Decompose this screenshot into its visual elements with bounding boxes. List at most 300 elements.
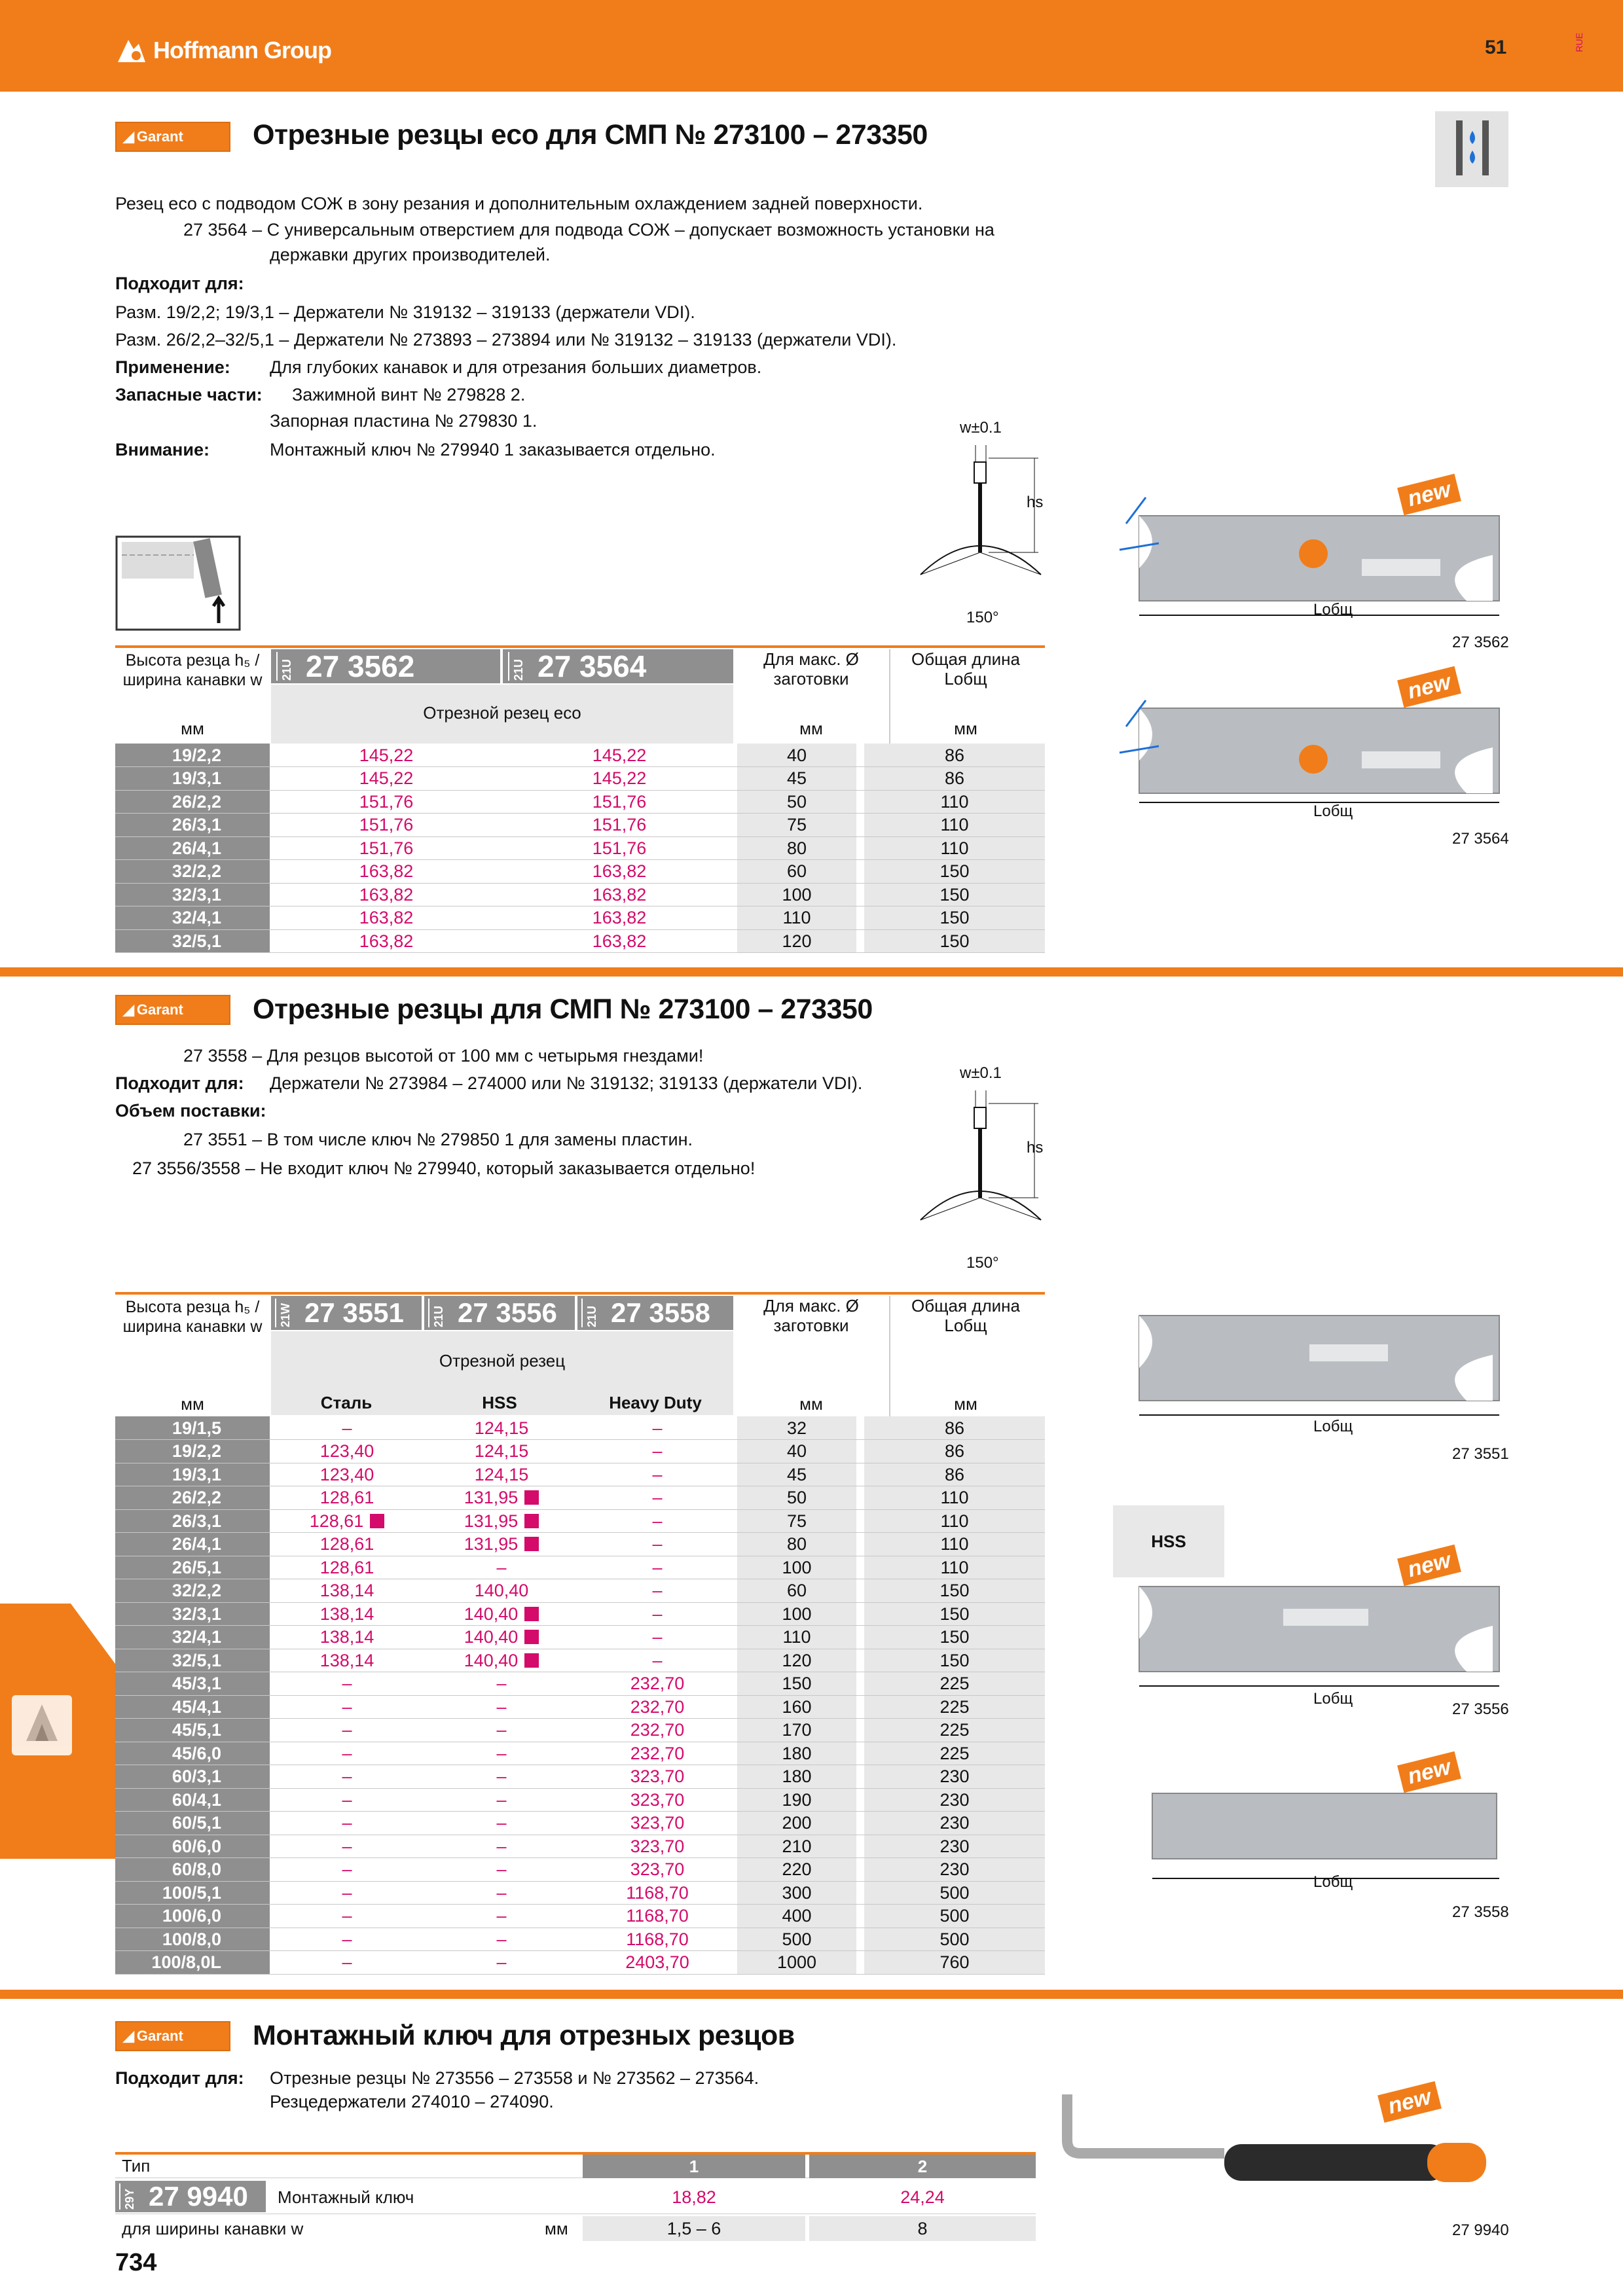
s2-caption-273556: 27 3556 bbox=[1452, 1700, 1509, 1718]
page-number-top: 51 bbox=[1485, 37, 1507, 58]
price-cell: – bbox=[579, 1486, 736, 1510]
spacer-cell bbox=[856, 1602, 864, 1626]
length-cell: 110 bbox=[864, 1533, 1045, 1556]
length-cell: 150 bbox=[864, 1579, 1045, 1603]
s1-th-diameter-mm: мм bbox=[799, 719, 823, 738]
diameter-cell: 110 bbox=[737, 906, 856, 930]
price-cell: 232,70 bbox=[579, 1672, 736, 1696]
price-cell: 163,82 bbox=[270, 860, 503, 884]
price-cell: – bbox=[579, 1602, 736, 1626]
length-cell: 150 bbox=[864, 1649, 1045, 1672]
s2-th-type: Отрезной резец bbox=[439, 1351, 566, 1371]
length-cell: 110 bbox=[864, 1486, 1045, 1510]
table-row bbox=[115, 1626, 1045, 1649]
s2-product-image-273551 bbox=[1113, 1302, 1512, 1440]
new-item-marker bbox=[370, 1514, 384, 1528]
table-row bbox=[115, 1463, 1045, 1486]
spacer-cell bbox=[856, 929, 864, 953]
s3-new-badge: new bbox=[1377, 2081, 1442, 2123]
s3-item-name: Монтажный ключ bbox=[278, 2187, 414, 2207]
section-separator-2 bbox=[0, 1990, 1623, 1999]
size-cell: 60/8,0 bbox=[115, 1858, 270, 1882]
s1-th-diameter: Для макс. Ø заготовки bbox=[763, 649, 859, 689]
length-cell: 225 bbox=[864, 1742, 1045, 1765]
price-cell: – bbox=[270, 1928, 424, 1951]
table-row bbox=[115, 1416, 1045, 1440]
size-cell: 32/2,2 bbox=[115, 860, 270, 884]
price-cell: 163,82 bbox=[503, 883, 736, 906]
new-item-marker bbox=[524, 1537, 539, 1551]
s2-th-hss: HSS bbox=[482, 1393, 517, 1412]
s1-table-topline bbox=[115, 645, 1045, 648]
length-cell: 230 bbox=[864, 1812, 1045, 1835]
table-row bbox=[115, 1928, 1045, 1951]
s1-use-text: Для глубоких канавок и для отрезания больших диаметров. bbox=[270, 357, 762, 377]
diameter-cell: 220 bbox=[737, 1858, 856, 1882]
diameter-cell: 210 bbox=[737, 1835, 856, 1858]
diameter-cell: 400 bbox=[737, 1905, 856, 1928]
table-row bbox=[115, 767, 1045, 791]
price-cell: 138,14 bbox=[270, 1649, 424, 1672]
s1-th-length-mm: мм bbox=[954, 719, 977, 738]
price-cell: – bbox=[270, 1742, 424, 1765]
length-cell: 150 bbox=[864, 860, 1045, 884]
price-cell: – bbox=[424, 1835, 579, 1858]
hoffmann-mark-icon bbox=[117, 37, 147, 63]
diameter-cell: 200 bbox=[737, 1812, 856, 1835]
table-row bbox=[115, 790, 1045, 814]
price-cell: – bbox=[424, 1556, 579, 1579]
size-cell: 32/3,1 bbox=[115, 883, 270, 906]
diameter-cell: 60 bbox=[737, 860, 856, 884]
s2-lobsh-1: Lобщ bbox=[1313, 1418, 1353, 1435]
table-row bbox=[115, 1881, 1045, 1905]
price-cell: 151,76 bbox=[503, 836, 736, 860]
spacer-cell bbox=[856, 767, 864, 791]
price-cell: 131,95 bbox=[424, 1509, 579, 1533]
price-cell: 123,40 bbox=[270, 1440, 424, 1463]
new-item-marker bbox=[524, 1514, 539, 1528]
price-cell: 138,14 bbox=[270, 1602, 424, 1626]
size-cell: 45/4,1 bbox=[115, 1695, 270, 1719]
page-number-bottom: 734 bbox=[115, 2249, 157, 2276]
s2-th-size-mm: мм bbox=[181, 1394, 204, 1414]
price-cell: – bbox=[270, 1905, 424, 1928]
table-row bbox=[115, 1602, 1045, 1626]
diameter-cell: 100 bbox=[737, 1602, 856, 1626]
length-cell: 760 bbox=[864, 1951, 1045, 1975]
s1-lobsh-1: Lобщ bbox=[1313, 601, 1353, 619]
price-cell: – bbox=[424, 1742, 579, 1765]
s1-fits-1: Разм. 19/2,2; 19/3,1 – Держатели № 319132 – 319133 (держатели VDI). bbox=[115, 302, 695, 322]
s2-th-length: Общая длина Lобщ bbox=[911, 1296, 1020, 1335]
s3-type-row bbox=[115, 2155, 1036, 2178]
diameter-cell: 150 bbox=[737, 1672, 856, 1696]
diameter-cell: 170 bbox=[737, 1719, 856, 1742]
price-cell: – bbox=[424, 1881, 579, 1905]
diameter-cell: 75 bbox=[737, 1509, 856, 1533]
spacer-cell bbox=[856, 1951, 864, 1975]
price-cell: 163,82 bbox=[270, 929, 503, 953]
price-cell: 145,22 bbox=[270, 744, 503, 767]
s1-article-273562: 21U 27 3562 bbox=[271, 649, 500, 683]
s2-article-273558: 21U 27 3558 bbox=[577, 1296, 733, 1330]
s2-caption-273558: 27 3558 bbox=[1452, 1903, 1509, 1921]
diameter-cell: 100 bbox=[737, 1556, 856, 1579]
price-cell: – bbox=[270, 1719, 424, 1742]
s3-fits-1: Отрезные резцы № 273556 – 273558 и № 273562 – 273564. bbox=[270, 2068, 759, 2088]
table-row bbox=[115, 1440, 1045, 1463]
diameter-cell: 80 bbox=[737, 1533, 856, 1556]
table-row bbox=[115, 1788, 1045, 1812]
price-cell: – bbox=[424, 1672, 579, 1696]
price-cell: 124,15 bbox=[424, 1463, 579, 1486]
price-cell: 151,76 bbox=[270, 836, 503, 860]
size-cell: 100/8,0 bbox=[115, 1928, 270, 1951]
price-cell: 163,82 bbox=[503, 860, 736, 884]
section-separator-1 bbox=[0, 967, 1623, 977]
length-cell: 150 bbox=[864, 1602, 1045, 1626]
s1-attention-text: Монтажный ключ № 279940 1 заказывается отдельно. bbox=[270, 440, 716, 459]
price-cell: – bbox=[424, 1695, 579, 1719]
s2-product-image-273556 bbox=[1113, 1571, 1512, 1702]
table-row bbox=[115, 1858, 1045, 1882]
table-row bbox=[115, 1672, 1045, 1696]
length-cell: 230 bbox=[864, 1835, 1045, 1858]
s3-fits-label: Подходит для: bbox=[115, 2068, 244, 2088]
spacer-cell bbox=[856, 1719, 864, 1742]
price-cell: 151,76 bbox=[270, 814, 503, 837]
s2-th-length-mm: мм bbox=[954, 1394, 977, 1414]
s2-price-table bbox=[115, 1416, 1045, 1975]
section2-title: Отрезные резцы для СМП № 273100 – 273350 bbox=[253, 994, 873, 1025]
s1-price-table bbox=[115, 744, 1045, 953]
price-cell: 145,22 bbox=[270, 767, 503, 791]
tool-profile-drawing bbox=[115, 535, 241, 631]
s2-fits-text: Держатели № 273984 – 274000 или № 319132; 319133 (держатели VDI). bbox=[270, 1073, 863, 1093]
s2-diagram-angle-label: 150° bbox=[966, 1254, 999, 1272]
length-cell: 86 bbox=[864, 744, 1045, 767]
spacer-cell bbox=[856, 1649, 864, 1672]
s2-th-diameter: Для макс. Ø заготовки bbox=[763, 1296, 859, 1335]
s1-th-length: Общая длина Lобщ bbox=[911, 649, 1020, 689]
diameter-cell: 50 bbox=[737, 790, 856, 814]
size-cell: 26/5,1 bbox=[115, 1556, 270, 1579]
size-cell: 19/3,1 bbox=[115, 767, 270, 791]
price-cell: 232,70 bbox=[579, 1695, 736, 1719]
price-cell: 140,40 bbox=[424, 1626, 579, 1649]
s2-delivery-1: 27 3551 – В том числе ключ № 279850 1 для замены пластин. bbox=[183, 1130, 693, 1149]
table-row bbox=[115, 1695, 1045, 1719]
table-row bbox=[115, 1579, 1045, 1603]
table-row bbox=[115, 1835, 1045, 1858]
s3-width-2: 8 bbox=[809, 2216, 1036, 2241]
spacer-cell bbox=[856, 906, 864, 930]
size-cell: 100/8,0L bbox=[115, 1951, 270, 1975]
s2-table-topline bbox=[115, 1292, 1045, 1295]
table-row bbox=[115, 929, 1045, 953]
length-cell: 500 bbox=[864, 1881, 1045, 1905]
size-cell: 19/2,2 bbox=[115, 1440, 270, 1463]
diameter-cell: 60 bbox=[737, 1579, 856, 1603]
price-cell: 1168,70 bbox=[579, 1905, 736, 1928]
length-cell: 86 bbox=[864, 767, 1045, 791]
garant-logo-3: ◢ Garant bbox=[115, 2021, 230, 2051]
price-cell: – bbox=[270, 1881, 424, 1905]
size-cell: 60/5,1 bbox=[115, 1812, 270, 1835]
diameter-cell: 190 bbox=[737, 1788, 856, 1812]
length-cell: 110 bbox=[864, 814, 1045, 837]
diameter-cell: 40 bbox=[737, 744, 856, 767]
section1-title: Отрезные резцы eco для СМП № 273100 – 273350 bbox=[253, 119, 928, 151]
spacer-cell bbox=[856, 860, 864, 884]
s1-fits-2: Разм. 26/2,2–32/5,1 – Держатели № 273893 – 273894 или № 319132 – 319133 (держатели VDI). bbox=[115, 330, 897, 350]
length-cell: 230 bbox=[864, 1765, 1045, 1789]
s3-fits-2: Резцедержатели 274010 – 274090. bbox=[270, 2092, 554, 2111]
spacer-cell bbox=[856, 1626, 864, 1649]
spacer-cell bbox=[856, 1440, 864, 1463]
spacer-cell bbox=[856, 790, 864, 814]
diameter-cell: 45 bbox=[737, 767, 856, 791]
length-cell: 86 bbox=[864, 1440, 1045, 1463]
price-cell: 131,95 bbox=[424, 1486, 579, 1510]
price-cell: – bbox=[579, 1416, 736, 1440]
price-cell: 232,70 bbox=[579, 1742, 736, 1765]
spacer-cell bbox=[856, 1835, 864, 1858]
s2-lobsh-2: Lобщ bbox=[1313, 1690, 1353, 1708]
size-cell: 32/5,1 bbox=[115, 1649, 270, 1672]
cutoff-tool-icon bbox=[12, 1695, 72, 1755]
s1-use-label: Применение: bbox=[115, 357, 230, 377]
s2-th-diameter-mm: мм bbox=[799, 1394, 823, 1414]
s1-diagram-w-label: w±0.1 bbox=[960, 419, 1002, 437]
s1-spares-2: Запорная пластина № 279830 1. bbox=[270, 411, 538, 431]
s1-diagram-hs-label: hs bbox=[1027, 493, 1044, 511]
price-cell: – bbox=[424, 1812, 579, 1835]
s1-new-badge-1: new bbox=[1397, 474, 1461, 516]
spacer-cell bbox=[856, 1742, 864, 1765]
price-cell: 2403,70 bbox=[579, 1951, 736, 1975]
s2-th-size: Высота резца h₅ / ширина канавки w bbox=[122, 1298, 263, 1336]
price-cell: – bbox=[579, 1533, 736, 1556]
s1-caption-273564: 27 3564 bbox=[1452, 830, 1509, 848]
price-cell: – bbox=[424, 1788, 579, 1812]
s2-fits-label: Подходит для: bbox=[115, 1073, 244, 1093]
diameter-cell: 1000 bbox=[737, 1951, 856, 1975]
spacer-cell bbox=[856, 1556, 864, 1579]
s2-new-badge-1: new bbox=[1397, 1545, 1461, 1587]
s3-price-1: 18,82 bbox=[672, 2187, 716, 2207]
s1-attention-label: Внимание: bbox=[115, 440, 210, 459]
s3-col-1: 1 bbox=[583, 2155, 805, 2178]
new-item-marker bbox=[524, 1630, 539, 1644]
length-cell: 110 bbox=[864, 1509, 1045, 1533]
table-row bbox=[115, 883, 1045, 906]
s1-new-badge-2: new bbox=[1397, 666, 1461, 708]
price-cell: 163,82 bbox=[270, 906, 503, 930]
length-cell: 230 bbox=[864, 1788, 1045, 1812]
price-cell: 124,15 bbox=[424, 1416, 579, 1440]
table-row bbox=[115, 814, 1045, 837]
price-cell: 163,82 bbox=[270, 883, 503, 906]
price-cell: 138,14 bbox=[270, 1579, 424, 1603]
s1-product-image-2 bbox=[1113, 681, 1512, 831]
table-row bbox=[115, 1905, 1045, 1928]
price-cell: 128,61 bbox=[270, 1509, 424, 1533]
spacer-cell bbox=[856, 1858, 864, 1882]
table-row bbox=[115, 1509, 1045, 1533]
price-cell: 140,40 bbox=[424, 1579, 579, 1603]
size-cell: 19/1,5 bbox=[115, 1416, 270, 1440]
spacer-cell bbox=[856, 1579, 864, 1603]
price-cell: – bbox=[579, 1440, 736, 1463]
price-cell: 131,95 bbox=[424, 1533, 579, 1556]
spacer-cell bbox=[856, 1928, 864, 1951]
price-cell: 232,70 bbox=[579, 1719, 736, 1742]
diameter-cell: 32 bbox=[737, 1416, 856, 1440]
s3-article-279940: 29Y 27 9940 bbox=[115, 2181, 266, 2212]
diameter-cell: 120 bbox=[737, 929, 856, 953]
spacer-cell bbox=[856, 744, 864, 767]
s1-caption-273562: 27 3562 bbox=[1452, 634, 1509, 651]
s1-th-size-mm: мм bbox=[181, 719, 204, 738]
garant-logo-2: ◢ Garant bbox=[115, 995, 230, 1025]
price-cell: – bbox=[424, 1928, 579, 1951]
s1-article-273564: 21U 27 3564 bbox=[503, 649, 733, 683]
price-cell: 145,22 bbox=[503, 767, 736, 791]
s2-article-273556: 21U 27 3556 bbox=[424, 1296, 575, 1330]
price-cell: – bbox=[424, 1858, 579, 1882]
price-cell: 323,70 bbox=[579, 1788, 736, 1812]
size-cell: 32/2,2 bbox=[115, 1579, 270, 1603]
size-cell: 26/3,1 bbox=[115, 1509, 270, 1533]
price-cell: 323,70 bbox=[579, 1812, 736, 1835]
length-cell: 110 bbox=[864, 1556, 1045, 1579]
spacer-cell bbox=[856, 1765, 864, 1789]
price-cell: 145,22 bbox=[503, 744, 736, 767]
spacer-cell bbox=[856, 1486, 864, 1510]
s1-th-size: Высота резца h₅ / ширина канавки w bbox=[122, 651, 263, 689]
language-code: RUE bbox=[1574, 33, 1584, 52]
price-cell: 1168,70 bbox=[579, 1928, 736, 1951]
spacer-cell bbox=[856, 1695, 864, 1719]
length-cell: 86 bbox=[864, 1416, 1045, 1440]
price-cell: 128,61 bbox=[270, 1556, 424, 1579]
s2-delivery-label: Объем поставки: bbox=[115, 1101, 266, 1121]
length-cell: 500 bbox=[864, 1905, 1045, 1928]
price-cell: 151,76 bbox=[503, 790, 736, 814]
diameter-cell: 100 bbox=[737, 883, 856, 906]
price-cell: – bbox=[424, 1719, 579, 1742]
diameter-cell: 160 bbox=[737, 1695, 856, 1719]
diameter-cell: 50 bbox=[737, 1486, 856, 1510]
table-row bbox=[115, 1533, 1045, 1556]
price-cell: 128,61 bbox=[270, 1533, 424, 1556]
table-row bbox=[115, 744, 1045, 767]
spacer-cell bbox=[856, 814, 864, 837]
s2-th-divider bbox=[889, 1296, 890, 1416]
diameter-cell: 110 bbox=[737, 1626, 856, 1649]
table-row bbox=[115, 1719, 1045, 1742]
s3-th-type: Тип bbox=[122, 2156, 151, 2176]
section3-title: Монтажный ключ для отрезных резцов bbox=[253, 2020, 795, 2051]
diameter-cell: 300 bbox=[737, 1881, 856, 1905]
diameter-cell: 80 bbox=[737, 836, 856, 860]
spacer-cell bbox=[856, 836, 864, 860]
coolant-icon bbox=[1435, 111, 1508, 187]
table-row bbox=[115, 906, 1045, 930]
s2-line-1: 27 3558 – Для резцов высотой от 100 мм с четырьмя гнездами! bbox=[183, 1046, 704, 1066]
table-row bbox=[115, 860, 1045, 884]
price-cell: – bbox=[270, 1812, 424, 1835]
price-cell: – bbox=[579, 1463, 736, 1486]
price-cell: 124,15 bbox=[424, 1440, 579, 1463]
s2-th-heavy-duty: Heavy Duty bbox=[609, 1393, 702, 1412]
length-cell: 150 bbox=[864, 906, 1045, 930]
price-cell: 140,40 bbox=[424, 1602, 579, 1626]
garant-logo: ◢ Garant bbox=[115, 122, 230, 152]
spacer-cell bbox=[856, 1672, 864, 1696]
price-cell: – bbox=[270, 1951, 424, 1975]
s2-lobsh-3: Lобщ bbox=[1313, 1873, 1353, 1891]
length-cell: 500 bbox=[864, 1928, 1045, 1951]
size-cell: 60/6,0 bbox=[115, 1835, 270, 1858]
new-item-marker bbox=[524, 1653, 539, 1668]
length-cell: 110 bbox=[864, 836, 1045, 860]
s3-width-label: для ширины канавки w bbox=[122, 2219, 304, 2238]
size-cell: 60/3,1 bbox=[115, 1765, 270, 1789]
length-cell: 110 bbox=[864, 790, 1045, 814]
new-item-marker bbox=[524, 1607, 539, 1621]
price-cell: – bbox=[270, 1835, 424, 1858]
size-cell: 32/4,1 bbox=[115, 906, 270, 930]
s2-article-273551: 21W 27 3551 bbox=[271, 1296, 422, 1330]
length-cell: 86 bbox=[864, 1463, 1045, 1486]
s1-desc-2: 27 3564 – С универсальным отверстием для подвода СОЖ – допускает возможность установки на bbox=[183, 220, 994, 240]
s2-product-image-273558 bbox=[1113, 1774, 1512, 1905]
size-cell: 26/4,1 bbox=[115, 1533, 270, 1556]
spacer-cell bbox=[856, 1812, 864, 1835]
price-cell: 151,76 bbox=[270, 790, 503, 814]
s1-desc-3: державки других производителей. bbox=[270, 245, 551, 264]
s3-width-1: 1,5 – 6 bbox=[583, 2216, 805, 2241]
s2-th-steel: Сталь bbox=[320, 1393, 373, 1412]
price-cell: – bbox=[270, 1765, 424, 1789]
s3-col-2: 2 bbox=[809, 2155, 1036, 2178]
price-cell: – bbox=[579, 1626, 736, 1649]
table-row bbox=[115, 1556, 1045, 1579]
table-row bbox=[115, 1742, 1045, 1765]
length-cell: 150 bbox=[864, 929, 1045, 953]
spacer-cell bbox=[856, 1509, 864, 1533]
price-cell: – bbox=[270, 1788, 424, 1812]
diameter-cell: 120 bbox=[737, 1649, 856, 1672]
price-cell: 1168,70 bbox=[579, 1881, 736, 1905]
table-row bbox=[115, 836, 1045, 860]
price-cell: 151,76 bbox=[503, 814, 736, 837]
s3-caption-279940: 27 9940 bbox=[1452, 2221, 1509, 2239]
spacer-cell bbox=[856, 1788, 864, 1812]
price-cell: 128,61 bbox=[270, 1486, 424, 1510]
hoffmann-logo bbox=[117, 34, 331, 67]
s1-th-divider bbox=[889, 649, 890, 744]
table-row bbox=[115, 1812, 1045, 1835]
length-cell: 150 bbox=[864, 883, 1045, 906]
brand-name: Hoffmann Group bbox=[153, 37, 331, 63]
price-cell: – bbox=[579, 1579, 736, 1603]
size-cell: 32/4,1 bbox=[115, 1626, 270, 1649]
price-cell: – bbox=[579, 1649, 736, 1672]
